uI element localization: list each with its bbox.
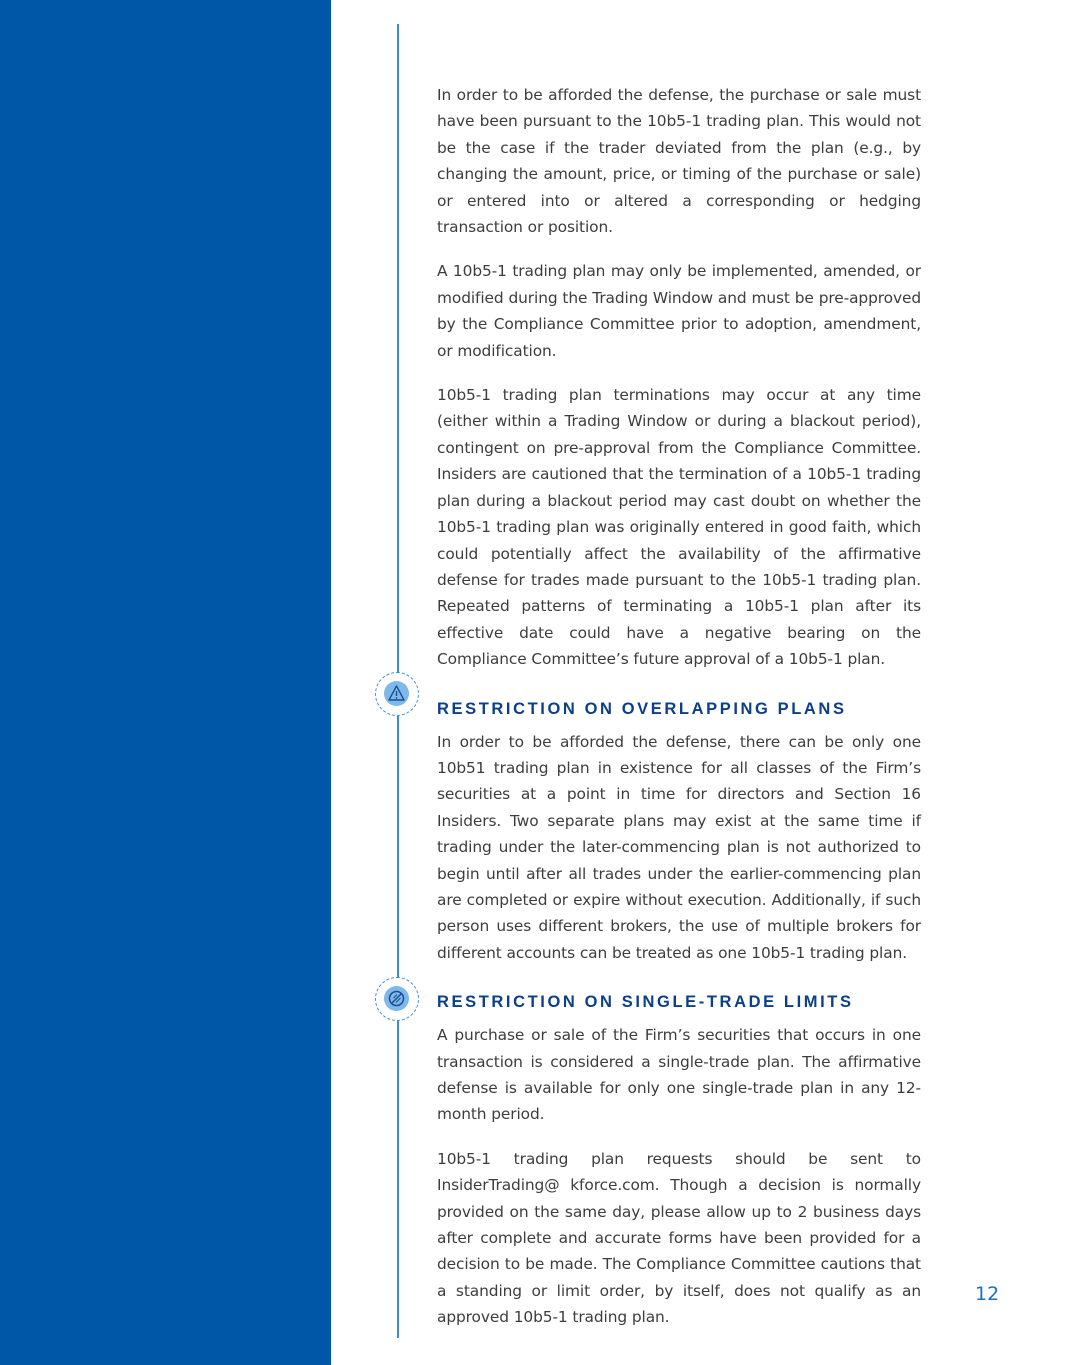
page-number: 12 [975,1283,1000,1305]
warning-triangle-icon [375,672,419,716]
main-content [437,82,921,1349]
intro-paragraph-2: A 10b5-1 trading plan may only be implemented, amended, or modified during the Trading Window and must be pre-approved by the Compliance Committee prior to adoption, amendment, or modification. [437,262,921,360]
overlapping-plans-paragraph: In order to be afforded the defense, there can be only one 10b51 trading plan in existence for all classes of the Firm’s securities at a point in time for directors and Section 16 Insiders. Two separate plans may exist at the same time if trading under the later-commencing plan is not authorized to begin until after all trades under the earlier-commencing plan are completed or expire without execution. Additionally, if such person uses different brokers, the use of multiple brokers for different accounts can be treated as one 10b5-1 trading plan. [437,732,921,962]
side-color-band [0,0,331,1365]
plan-requests-paragraph: 10b5-1 trading plan requests should be sent to InsiderTrading@ kforce.com. Though a decision is normally provided on the same day, please allow up to 2 business days after complete and accurate forms have been provided for a decision to be made. The Compliance Committee cautions that a standing or limit order, by itself, does not qualify as an approved 10b5-1 trading plan. [437,1149,921,1327]
intro-paragraph-1: In order to be afforded the defense, the purchase or sale must have been pursuant to the 10b5-1 trading plan. This would not be the case if the trader deviated from the plan (e.g., by changing the amount, price, or timing of the purchase or sale) or entered into or altered a corresponding or hedging transaction or position. [437,86,921,237]
intro-paragraph-3: 10b5-1 trading plan terminations may occur at any time (either within a Trading Window or during a blackout period), contingent on pre-approval from the Compliance Committee. Insiders are cautioned that the termination of a 10b5-1 trading plan during a blackout period may cast doubt on whether the 10b5-1 trading plan was originally entered in good faith, which could potentially affect the availability of the affirmative defense for trades made pursuant to the 10b5-1 trading plan. Repeated patterns of terminating a 10b5-1 plan after its effective date could have a negative bearing on the Compliance Committee’s future approval of a 10b5-1 plan. [437,386,921,669]
prohibited-icon [375,977,419,1021]
single-trade-paragraph: A purchase or sale of the Firm’s securities that occurs in one transaction is considered a single-trade plan. The affirmative defense is available for only one single-trade plan in any 12-month period. [437,1026,921,1124]
overlapping-plans-heading: RESTRICTION ON OVERLAPPING PLANS [437,699,847,718]
single-trade-limits-heading: RESTRICTION ON SINGLE-TRADE LIMITS [437,993,854,1012]
